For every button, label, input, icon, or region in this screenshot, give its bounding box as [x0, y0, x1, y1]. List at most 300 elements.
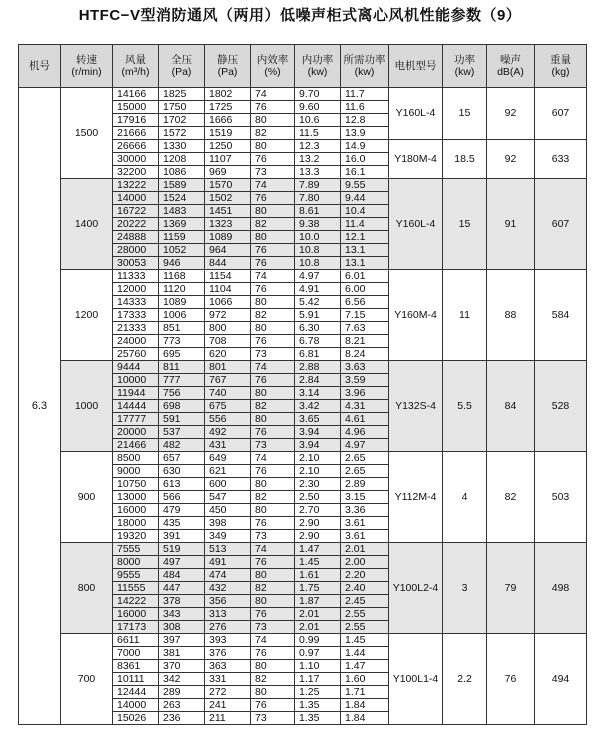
- efficiency-cell: 82: [251, 218, 295, 231]
- weight-cell: 607: [535, 88, 587, 140]
- motor-model-cell: Y160M-4: [389, 270, 443, 361]
- motor-model-cell: Y132S-4: [389, 361, 443, 452]
- required-power-cell: 1.47: [341, 660, 389, 673]
- header-total-pressure: 全压 (Pa): [159, 45, 205, 88]
- performance-table: [18, 44, 587, 725]
- efficiency-cell: 80: [251, 387, 295, 400]
- required-power-cell: 6.56: [341, 296, 389, 309]
- efficiency-cell: 73: [251, 439, 295, 452]
- efficiency-cell: 82: [251, 127, 295, 140]
- total-pressure-cell: 1589: [159, 179, 205, 192]
- static-pressure-cell: 1725: [205, 101, 251, 114]
- table-row: [19, 634, 587, 647]
- noise-cell: 79: [487, 543, 535, 634]
- total-pressure-cell: 1159: [159, 231, 205, 244]
- efficiency-cell: 76: [251, 517, 295, 530]
- power-cell: 18.5: [443, 140, 487, 179]
- efficiency-cell: 76: [251, 465, 295, 478]
- airflow-cell: 17777: [113, 413, 159, 426]
- required-power-cell: 2.01: [341, 543, 389, 556]
- efficiency-cell: 80: [251, 114, 295, 127]
- required-power-cell: 13.1: [341, 257, 389, 270]
- static-pressure-cell: 1666: [205, 114, 251, 127]
- motor-model-cell: Y180M-4: [389, 140, 443, 179]
- internal-power-cell: 5.42: [295, 296, 341, 309]
- total-pressure-cell: 1524: [159, 192, 205, 205]
- efficiency-cell: 80: [251, 686, 295, 699]
- required-power-cell: 12.1: [341, 231, 389, 244]
- static-pressure-cell: 1451: [205, 205, 251, 218]
- efficiency-cell: 76: [251, 699, 295, 712]
- airflow-cell: 12000: [113, 283, 159, 296]
- total-pressure-cell: 484: [159, 569, 205, 582]
- airflow-cell: 21466: [113, 439, 159, 452]
- required-power-cell: 1.84: [341, 699, 389, 712]
- static-pressure-cell: 241: [205, 699, 251, 712]
- table-header-row: [19, 45, 587, 88]
- efficiency-cell: 82: [251, 400, 295, 413]
- efficiency-cell: 76: [251, 335, 295, 348]
- weight-cell: 633: [535, 140, 587, 179]
- static-pressure-cell: 675: [205, 400, 251, 413]
- power-cell: 11: [443, 270, 487, 361]
- efficiency-cell: 76: [251, 374, 295, 387]
- static-pressure-cell: 964: [205, 244, 251, 257]
- motor-model-cell: Y160L-4: [389, 88, 443, 140]
- static-pressure-cell: 211: [205, 712, 251, 725]
- speed-cell: 1000: [61, 361, 113, 452]
- airflow-cell: 15026: [113, 712, 159, 725]
- required-power-cell: 6.01: [341, 270, 389, 283]
- airflow-cell: 13000: [113, 491, 159, 504]
- required-power-cell: 3.61: [341, 517, 389, 530]
- total-pressure-cell: 630: [159, 465, 205, 478]
- motor-model-cell: Y100L1-4: [389, 634, 443, 725]
- power-cell: 2.2: [443, 634, 487, 725]
- internal-power-cell: 2.90: [295, 530, 341, 543]
- airflow-cell: 9000: [113, 465, 159, 478]
- speed-cell: 1200: [61, 270, 113, 361]
- weight-cell: 503: [535, 452, 587, 543]
- total-pressure-cell: 447: [159, 582, 205, 595]
- total-pressure-cell: 1825: [159, 88, 205, 101]
- efficiency-cell: 76: [251, 101, 295, 114]
- weight-cell: 498: [535, 543, 587, 634]
- airflow-cell: 21333: [113, 322, 159, 335]
- static-pressure-cell: 708: [205, 335, 251, 348]
- efficiency-cell: 76: [251, 647, 295, 660]
- table-row: [19, 270, 587, 283]
- total-pressure-cell: 695: [159, 348, 205, 361]
- internal-power-cell: 9.38: [295, 218, 341, 231]
- efficiency-cell: 80: [251, 595, 295, 608]
- total-pressure-cell: 1369: [159, 218, 205, 231]
- header-static-pressure: 静压 (Pa): [205, 45, 251, 88]
- static-pressure-cell: 740: [205, 387, 251, 400]
- airflow-cell: 11333: [113, 270, 159, 283]
- header-motor-model: 电机型号: [389, 45, 443, 88]
- internal-power-cell: 1.35: [295, 712, 341, 725]
- internal-power-cell: 10.0: [295, 231, 341, 244]
- total-pressure-cell: 1330: [159, 140, 205, 153]
- required-power-cell: 11.4: [341, 218, 389, 231]
- internal-power-cell: 1.47: [295, 543, 341, 556]
- internal-power-cell: 1.35: [295, 699, 341, 712]
- noise-cell: 84: [487, 361, 535, 452]
- internal-power-cell: 6.30: [295, 322, 341, 335]
- total-pressure-cell: 1086: [159, 166, 205, 179]
- internal-power-cell: 3.42: [295, 400, 341, 413]
- header-required-power: 所需功率 (kw): [341, 45, 389, 88]
- required-power-cell: 12.8: [341, 114, 389, 127]
- internal-power-cell: 4.97: [295, 270, 341, 283]
- efficiency-cell: 74: [251, 88, 295, 101]
- efficiency-cell: 80: [251, 322, 295, 335]
- required-power-cell: 3.15: [341, 491, 389, 504]
- total-pressure-cell: 851: [159, 322, 205, 335]
- table-row: [19, 88, 587, 101]
- internal-power-cell: 10.8: [295, 244, 341, 257]
- internal-power-cell: 2.01: [295, 621, 341, 634]
- efficiency-cell: 74: [251, 452, 295, 465]
- internal-power-cell: 3.65: [295, 413, 341, 426]
- internal-power-cell: 1.45: [295, 556, 341, 569]
- internal-power-cell: 0.97: [295, 647, 341, 660]
- noise-cell: 88: [487, 270, 535, 361]
- total-pressure-cell: 1208: [159, 153, 205, 166]
- airflow-cell: 24888: [113, 231, 159, 244]
- noise-cell: 91: [487, 179, 535, 270]
- airflow-cell: 30053: [113, 257, 159, 270]
- efficiency-cell: 80: [251, 140, 295, 153]
- airflow-cell: 25760: [113, 348, 159, 361]
- airflow-cell: 9555: [113, 569, 159, 582]
- airflow-cell: 19320: [113, 530, 159, 543]
- airflow-cell: 14166: [113, 88, 159, 101]
- required-power-cell: 1.45: [341, 634, 389, 647]
- internal-power-cell: 7.89: [295, 179, 341, 192]
- total-pressure-cell: 1120: [159, 283, 205, 296]
- power-cell: 15: [443, 179, 487, 270]
- speed-cell: 700: [61, 634, 113, 725]
- required-power-cell: 1.71: [341, 686, 389, 699]
- required-power-cell: 8.21: [341, 335, 389, 348]
- required-power-cell: 13.9: [341, 127, 389, 140]
- efficiency-cell: 80: [251, 231, 295, 244]
- weight-cell: 584: [535, 270, 587, 361]
- static-pressure-cell: 1502: [205, 192, 251, 205]
- total-pressure-cell: 479: [159, 504, 205, 517]
- speed-cell: 900: [61, 452, 113, 543]
- static-pressure-cell: 513: [205, 543, 251, 556]
- header-noise: 噪声 dB(A): [487, 45, 535, 88]
- required-power-cell: 3.61: [341, 530, 389, 543]
- static-pressure-cell: 1089: [205, 231, 251, 244]
- total-pressure-cell: 289: [159, 686, 205, 699]
- internal-power-cell: 8.61: [295, 205, 341, 218]
- efficiency-cell: 74: [251, 270, 295, 283]
- efficiency-cell: 76: [251, 244, 295, 257]
- total-pressure-cell: 946: [159, 257, 205, 270]
- efficiency-cell: 76: [251, 608, 295, 621]
- internal-power-cell: 10.6: [295, 114, 341, 127]
- internal-power-cell: 3.94: [295, 439, 341, 452]
- static-pressure-cell: 969: [205, 166, 251, 179]
- static-pressure-cell: 620: [205, 348, 251, 361]
- required-power-cell: 11.7: [341, 88, 389, 101]
- required-power-cell: 7.15: [341, 309, 389, 322]
- static-pressure-cell: 1066: [205, 296, 251, 309]
- static-pressure-cell: 649: [205, 452, 251, 465]
- airflow-cell: 30000: [113, 153, 159, 166]
- airflow-cell: 8500: [113, 452, 159, 465]
- required-power-cell: 9.44: [341, 192, 389, 205]
- noise-cell: 76: [487, 634, 535, 725]
- header-speed: 转速 (r/min): [61, 45, 113, 88]
- table-row: [19, 543, 587, 556]
- required-power-cell: 2.20: [341, 569, 389, 582]
- efficiency-cell: 76: [251, 192, 295, 205]
- header-model-no: 机号: [19, 45, 61, 88]
- internal-power-cell: 1.10: [295, 660, 341, 673]
- static-pressure-cell: 431: [205, 439, 251, 452]
- internal-power-cell: 3.94: [295, 426, 341, 439]
- total-pressure-cell: 1089: [159, 296, 205, 309]
- required-power-cell: 2.55: [341, 608, 389, 621]
- internal-power-cell: 2.88: [295, 361, 341, 374]
- static-pressure-cell: 272: [205, 686, 251, 699]
- airflow-cell: 12444: [113, 686, 159, 699]
- airflow-cell: 16000: [113, 608, 159, 621]
- speed-cell: 1500: [61, 88, 113, 179]
- efficiency-cell: 76: [251, 257, 295, 270]
- static-pressure-cell: 398: [205, 517, 251, 530]
- efficiency-cell: 80: [251, 413, 295, 426]
- table-row: [19, 361, 587, 374]
- required-power-cell: 2.40: [341, 582, 389, 595]
- total-pressure-cell: 1052: [159, 244, 205, 257]
- power-cell: 4: [443, 452, 487, 543]
- static-pressure-cell: 363: [205, 660, 251, 673]
- total-pressure-cell: 566: [159, 491, 205, 504]
- airflow-cell: 16722: [113, 205, 159, 218]
- power-cell: 15: [443, 88, 487, 140]
- internal-power-cell: 10.8: [295, 257, 341, 270]
- total-pressure-cell: 811: [159, 361, 205, 374]
- required-power-cell: 2.89: [341, 478, 389, 491]
- airflow-cell: 10750: [113, 478, 159, 491]
- static-pressure-cell: 547: [205, 491, 251, 504]
- total-pressure-cell: 777: [159, 374, 205, 387]
- required-power-cell: 1.84: [341, 712, 389, 725]
- airflow-cell: 18000: [113, 517, 159, 530]
- static-pressure-cell: 1104: [205, 283, 251, 296]
- efficiency-cell: 80: [251, 504, 295, 517]
- static-pressure-cell: 393: [205, 634, 251, 647]
- required-power-cell: 11.6: [341, 101, 389, 114]
- internal-power-cell: 9.60: [295, 101, 341, 114]
- total-pressure-cell: 1006: [159, 309, 205, 322]
- efficiency-cell: 73: [251, 530, 295, 543]
- internal-power-cell: 7.80: [295, 192, 341, 205]
- required-power-cell: 4.97: [341, 439, 389, 452]
- internal-power-cell: 6.81: [295, 348, 341, 361]
- static-pressure-cell: 972: [205, 309, 251, 322]
- internal-power-cell: 2.70: [295, 504, 341, 517]
- static-pressure-cell: 1802: [205, 88, 251, 101]
- power-cell: 3: [443, 543, 487, 634]
- internal-power-cell: 2.01: [295, 608, 341, 621]
- internal-power-cell: 1.61: [295, 569, 341, 582]
- efficiency-cell: 73: [251, 166, 295, 179]
- weight-cell: 528: [535, 361, 587, 452]
- airflow-cell: 15000: [113, 101, 159, 114]
- airflow-cell: 14000: [113, 699, 159, 712]
- airflow-cell: 11555: [113, 582, 159, 595]
- page-title: HTFC−V型消防通风（两用）低噪声柜式离心风机性能参数（9）: [78, 7, 522, 24]
- efficiency-cell: 80: [251, 478, 295, 491]
- total-pressure-cell: 482: [159, 439, 205, 452]
- efficiency-cell: 82: [251, 309, 295, 322]
- required-power-cell: 2.55: [341, 621, 389, 634]
- static-pressure-cell: 492: [205, 426, 251, 439]
- static-pressure-cell: 1570: [205, 179, 251, 192]
- static-pressure-cell: 600: [205, 478, 251, 491]
- required-power-cell: 10.4: [341, 205, 389, 218]
- table-row: [19, 179, 587, 192]
- efficiency-cell: 80: [251, 205, 295, 218]
- weight-cell: 494: [535, 634, 587, 725]
- required-power-cell: 6.00: [341, 283, 389, 296]
- airflow-cell: 14333: [113, 296, 159, 309]
- required-power-cell: 4.31: [341, 400, 389, 413]
- internal-power-cell: 2.90: [295, 517, 341, 530]
- efficiency-cell: 73: [251, 712, 295, 725]
- efficiency-cell: 82: [251, 491, 295, 504]
- efficiency-cell: 76: [251, 426, 295, 439]
- airflow-cell: 14000: [113, 192, 159, 205]
- airflow-cell: 6611: [113, 634, 159, 647]
- total-pressure-cell: 613: [159, 478, 205, 491]
- total-pressure-cell: 1572: [159, 127, 205, 140]
- total-pressure-cell: 698: [159, 400, 205, 413]
- total-pressure-cell: 497: [159, 556, 205, 569]
- motor-model-cell: Y160L-4: [389, 179, 443, 270]
- static-pressure-cell: 1107: [205, 153, 251, 166]
- required-power-cell: 2.00: [341, 556, 389, 569]
- static-pressure-cell: 844: [205, 257, 251, 270]
- airflow-cell: 26666: [113, 140, 159, 153]
- noise-cell: 82: [487, 452, 535, 543]
- speed-cell: 1400: [61, 179, 113, 270]
- total-pressure-cell: 1168: [159, 270, 205, 283]
- total-pressure-cell: 370: [159, 660, 205, 673]
- efficiency-cell: 80: [251, 660, 295, 673]
- required-power-cell: 9.55: [341, 179, 389, 192]
- static-pressure-cell: 1250: [205, 140, 251, 153]
- airflow-cell: 13222: [113, 179, 159, 192]
- static-pressure-cell: 800: [205, 322, 251, 335]
- total-pressure-cell: 391: [159, 530, 205, 543]
- airflow-cell: 10000: [113, 374, 159, 387]
- internal-power-cell: 13.2: [295, 153, 341, 166]
- internal-power-cell: 13.3: [295, 166, 341, 179]
- efficiency-cell: 74: [251, 179, 295, 192]
- total-pressure-cell: 435: [159, 517, 205, 530]
- header-internal-power: 内功率 (kw): [295, 45, 341, 88]
- static-pressure-cell: 276: [205, 621, 251, 634]
- internal-power-cell: 3.14: [295, 387, 341, 400]
- efficiency-cell: 76: [251, 556, 295, 569]
- airflow-cell: 21666: [113, 127, 159, 140]
- airflow-cell: 17173: [113, 621, 159, 634]
- static-pressure-cell: 376: [205, 647, 251, 660]
- total-pressure-cell: 397: [159, 634, 205, 647]
- efficiency-cell: 74: [251, 634, 295, 647]
- internal-power-cell: 2.50: [295, 491, 341, 504]
- static-pressure-cell: 331: [205, 673, 251, 686]
- efficiency-cell: 73: [251, 348, 295, 361]
- required-power-cell: 1.60: [341, 673, 389, 686]
- required-power-cell: 4.61: [341, 413, 389, 426]
- static-pressure-cell: 801: [205, 361, 251, 374]
- table-body: [19, 88, 587, 725]
- airflow-cell: 14444: [113, 400, 159, 413]
- required-power-cell: 7.63: [341, 322, 389, 335]
- static-pressure-cell: 450: [205, 504, 251, 517]
- total-pressure-cell: 1483: [159, 205, 205, 218]
- total-pressure-cell: 263: [159, 699, 205, 712]
- header-weight: 重量 (kg): [535, 45, 587, 88]
- airflow-cell: 10111: [113, 673, 159, 686]
- required-power-cell: 16.0: [341, 153, 389, 166]
- airflow-cell: 24000: [113, 335, 159, 348]
- table-row: [19, 452, 587, 465]
- static-pressure-cell: 313: [205, 608, 251, 621]
- internal-power-cell: 2.10: [295, 452, 341, 465]
- total-pressure-cell: 381: [159, 647, 205, 660]
- required-power-cell: 2.45: [341, 595, 389, 608]
- required-power-cell: 13.1: [341, 244, 389, 257]
- header-airflow: 风量 (m³/h): [113, 45, 159, 88]
- efficiency-cell: 73: [251, 621, 295, 634]
- internal-power-cell: 1.17: [295, 673, 341, 686]
- header-power: 功率 (kw): [443, 45, 487, 88]
- required-power-cell: 14.9: [341, 140, 389, 153]
- efficiency-cell: 82: [251, 673, 295, 686]
- motor-model-cell: Y100L2-4: [389, 543, 443, 634]
- static-pressure-cell: 474: [205, 569, 251, 582]
- airflow-cell: 9444: [113, 361, 159, 374]
- total-pressure-cell: 342: [159, 673, 205, 686]
- airflow-cell: 28000: [113, 244, 159, 257]
- required-power-cell: 1.44: [341, 647, 389, 660]
- static-pressure-cell: 491: [205, 556, 251, 569]
- static-pressure-cell: 1519: [205, 127, 251, 140]
- required-power-cell: 2.65: [341, 452, 389, 465]
- model-no-cell: 6.3: [19, 88, 61, 725]
- internal-power-cell: 1.25: [295, 686, 341, 699]
- airflow-cell: 7555: [113, 543, 159, 556]
- static-pressure-cell: 556: [205, 413, 251, 426]
- required-power-cell: 4.96: [341, 426, 389, 439]
- airflow-cell: 14222: [113, 595, 159, 608]
- static-pressure-cell: 621: [205, 465, 251, 478]
- noise-cell: 92: [487, 140, 535, 179]
- internal-power-cell: 6.78: [295, 335, 341, 348]
- required-power-cell: 16.1: [341, 166, 389, 179]
- internal-power-cell: 9.70: [295, 88, 341, 101]
